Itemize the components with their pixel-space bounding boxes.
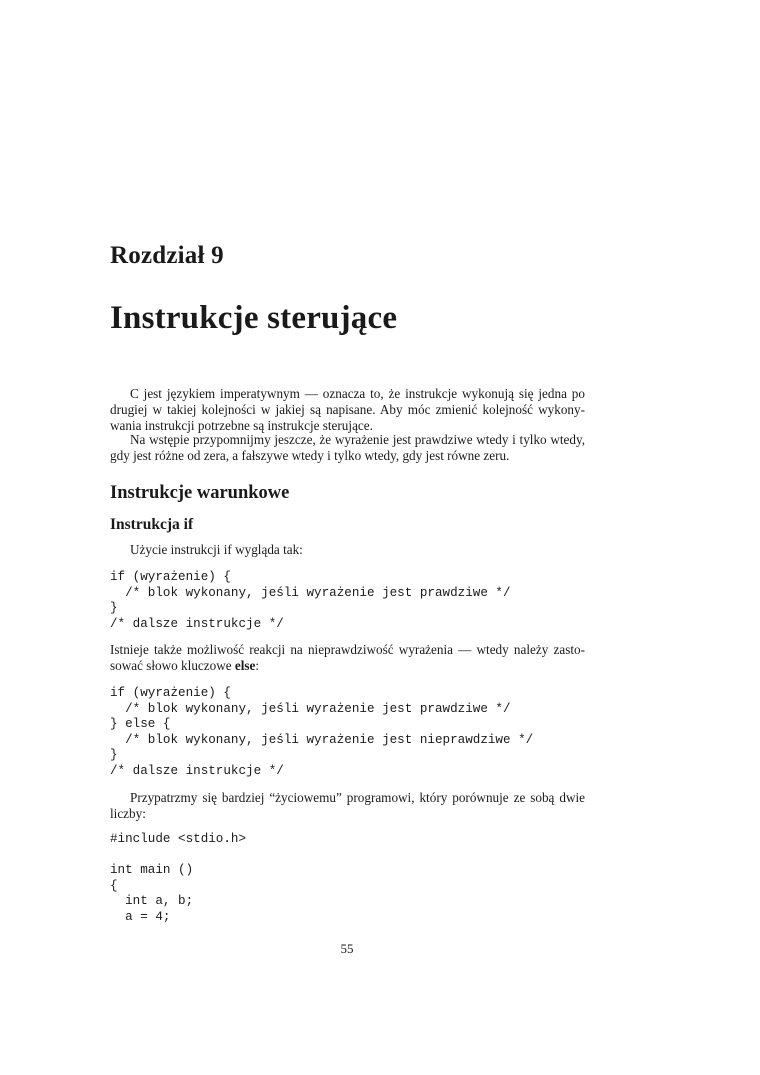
else-text-prefix: sować słowo kluczowe [110, 658, 235, 673]
text-line: C jest językiem imperatywnym — oznacza to, że instrukcje wykonują się jedna po [130, 386, 585, 401]
text-line: wania instrukcji potrzebne są instrukcje sterujące. [110, 418, 373, 433]
chapter-label: Rozdział 9 [110, 242, 224, 269]
else-keyword: else [234, 658, 256, 673]
text-line: Użycie instrukcji if wygląda tak: [130, 542, 303, 557]
text-line: Przypatrzmy się bardziej “życiowemu” programowi, który porównuje ze sobą dwie [130, 790, 585, 805]
text-line [110, 658, 585, 674]
example-paragraph [110, 790, 585, 822]
code-block-if-else: if (wyrażenie) { /* blok wykonany, jeśli wyrażenie jest prawdziwe */ } else { /* blok wykonany, jeśli wyrażenie jest nieprawdziwe */ } /* dalsze instrukcje */ [110, 686, 534, 778]
section-title: Instrukcje warunkowe [110, 483, 290, 503]
page-number: 55 [340, 941, 354, 956]
intro-paragraph-1 [110, 386, 585, 434]
text-line: Istnieje także możliwość reakcji na nieprawdziwość wyrażenia — wtedy należy zasto- [110, 642, 585, 657]
usage-paragraph [110, 542, 585, 558]
code-block-if: if (wyrażenie) { /* blok wykonany, jeśli wyrażenie jest prawdziwe */ } /* dalsze instrukcje */ [110, 570, 511, 631]
intro-paragraph-2 [110, 432, 585, 464]
subsection-title: Instrukcja if [110, 516, 194, 533]
else-paragraph [110, 642, 585, 674]
text-line: Na wstępie przypomnijmy jeszcze, że wyrażenie jest prawdziwe wtedy i tylko wtedy, [130, 432, 585, 447]
chapter-title: Instrukcje sterujące [110, 300, 398, 336]
text-line: liczby: [110, 806, 146, 821]
text-line: gdy jest różne od zera, a fałszywe wtedy i tylko wtedy, gdy jest równe zeru. [110, 448, 510, 463]
else-text-suffix: : [255, 658, 260, 673]
code-block-example: #include <stdio.h> int main () { int a, b; a = 4; [110, 832, 247, 924]
text-line: drugiej w takiej kolejności w jakiej są napisane. Aby móc zmienić kolejność wykony- [110, 402, 585, 417]
